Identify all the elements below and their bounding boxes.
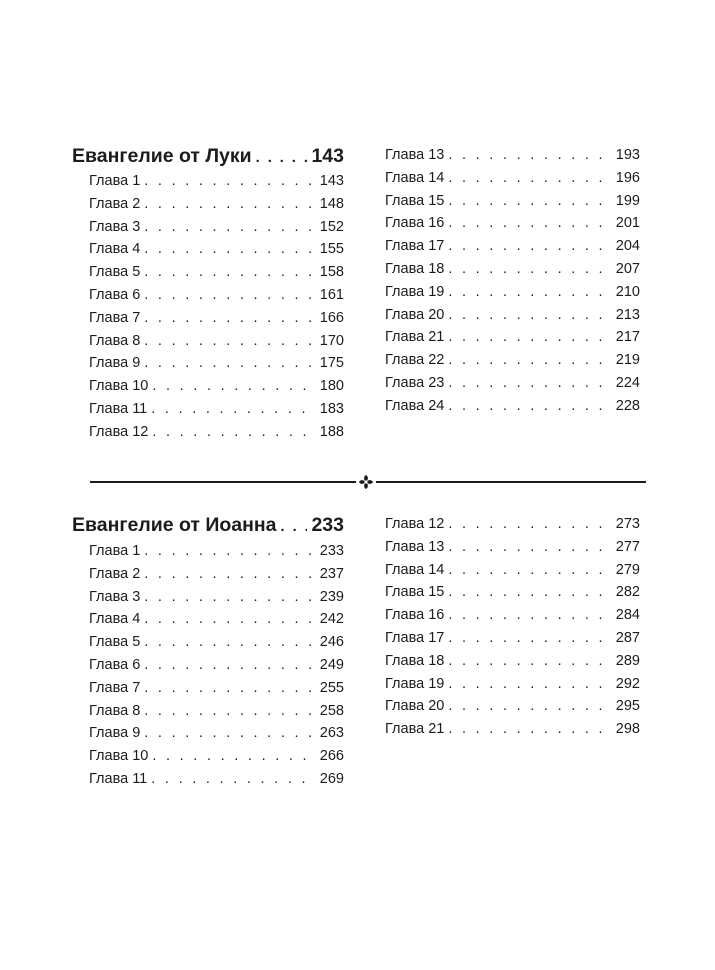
chapter-page: 196 bbox=[615, 169, 640, 186]
chapter-label: Глава 19 bbox=[385, 283, 445, 300]
chapter-label: Глава 21 bbox=[385, 721, 445, 738]
chapter-label: Глава 2 bbox=[89, 195, 141, 212]
toc-entry bbox=[385, 559, 640, 582]
chapter-label: Глава 6 bbox=[89, 287, 141, 303]
book-page: 233 bbox=[311, 514, 344, 536]
toc-entry bbox=[89, 238, 344, 261]
chapter-label: Глава 6 bbox=[89, 657, 141, 673]
chapter-page: 295 bbox=[615, 698, 640, 715]
toc-entry bbox=[89, 631, 344, 654]
toc-entry bbox=[89, 608, 344, 631]
chapter-page: 148 bbox=[319, 195, 344, 212]
book-page: 143 bbox=[311, 145, 344, 167]
chapter-page: 298 bbox=[615, 721, 640, 738]
chapter-page: 277 bbox=[615, 538, 640, 555]
leader-dots bbox=[256, 150, 308, 166]
toc-entry bbox=[89, 540, 344, 563]
chapter-page: 287 bbox=[615, 630, 640, 646]
chapter-page: 255 bbox=[319, 679, 344, 696]
toc-entry bbox=[385, 258, 640, 281]
chapter-label: Глава 3 bbox=[89, 588, 141, 605]
toc-entry bbox=[89, 421, 344, 444]
toc-entry bbox=[385, 212, 640, 235]
toc-entry bbox=[385, 604, 640, 627]
toc-entry bbox=[385, 349, 640, 372]
chapter-page: 224 bbox=[615, 375, 640, 391]
chapter-label: Глава 5 bbox=[89, 264, 141, 281]
toc-entry bbox=[89, 330, 344, 353]
chapter-page: 166 bbox=[319, 309, 344, 326]
toc-entry bbox=[89, 193, 344, 216]
chapter-label: Глава 13 bbox=[385, 147, 445, 163]
chapter-label: Глава 18 bbox=[385, 261, 445, 277]
chapter-page: 199 bbox=[615, 192, 640, 209]
chapter-label: Глава 8 bbox=[89, 332, 141, 349]
chapter-label: Глава 17 bbox=[385, 630, 445, 646]
toc-entry bbox=[385, 718, 640, 741]
toc-entry bbox=[89, 307, 344, 330]
chapter-label: Глава 10 bbox=[89, 378, 149, 395]
chapter-label: Глава 15 bbox=[385, 584, 445, 601]
chapter-page: 237 bbox=[319, 565, 344, 582]
chapter-page: 242 bbox=[319, 611, 344, 628]
chapter-page: 217 bbox=[615, 329, 640, 346]
chapter-page: 201 bbox=[615, 215, 640, 232]
chapter-page: 210 bbox=[615, 283, 640, 300]
toc-entry bbox=[89, 722, 344, 745]
toc-entry bbox=[89, 654, 344, 677]
chapter-label: Глава 23 bbox=[385, 375, 445, 391]
chapter-label: Глава 4 bbox=[89, 241, 141, 258]
chapter-page: 207 bbox=[615, 261, 640, 277]
toc-entry bbox=[89, 170, 344, 193]
toc-entry bbox=[89, 398, 344, 421]
chapter-label: Глава 1 bbox=[89, 543, 141, 559]
chapter-page: 279 bbox=[615, 561, 640, 578]
chapter-page: 292 bbox=[615, 675, 640, 692]
chapter-page: 239 bbox=[319, 588, 344, 605]
leader-dots bbox=[281, 519, 308, 535]
toc-entry bbox=[385, 513, 640, 536]
chapter-label: Глава 14 bbox=[385, 169, 445, 186]
chapter-label: Глава 3 bbox=[89, 218, 141, 235]
chapter-label: Глава 15 bbox=[385, 192, 445, 209]
chapter-label: Глава 9 bbox=[89, 725, 141, 742]
chapter-label: Глава 7 bbox=[89, 679, 141, 696]
toc-entry bbox=[385, 304, 640, 327]
toc-entry bbox=[385, 650, 640, 673]
toc-entry bbox=[385, 395, 640, 418]
book-title-text: Евангелие от Иоанна bbox=[72, 514, 277, 536]
chapter-label: Глава 9 bbox=[89, 355, 141, 372]
chapter-label: Глава 22 bbox=[385, 352, 445, 369]
toc-entry bbox=[89, 768, 344, 791]
chapter-label: Глава 16 bbox=[385, 607, 445, 624]
chapter-page: 170 bbox=[319, 332, 344, 349]
chapter-page: 155 bbox=[319, 241, 344, 258]
chapter-label: Глава 16 bbox=[385, 215, 445, 232]
chapter-label: Глава 1 bbox=[89, 173, 141, 189]
toc-entry bbox=[89, 261, 344, 284]
toc-entry bbox=[385, 581, 640, 604]
chapter-label: Глава 12 bbox=[385, 516, 445, 532]
chapter-label: Глава 5 bbox=[89, 634, 141, 651]
toc-entry bbox=[385, 144, 640, 167]
chapter-page: 233 bbox=[319, 543, 344, 559]
toc-entry bbox=[385, 326, 640, 349]
chapter-page: 266 bbox=[319, 748, 344, 765]
chapter-page: 158 bbox=[319, 264, 344, 281]
chapter-label: Глава 11 bbox=[89, 401, 148, 417]
chapter-page: 213 bbox=[615, 306, 640, 323]
toc-entry bbox=[385, 536, 640, 559]
chapter-page: 258 bbox=[319, 702, 344, 719]
chapter-label: Глава 10 bbox=[89, 748, 149, 765]
chapter-label: Глава 2 bbox=[89, 565, 141, 582]
chapter-page: 175 bbox=[319, 355, 344, 372]
chapter-page: 282 bbox=[615, 584, 640, 601]
chapter-page: 183 bbox=[319, 401, 344, 417]
toc-entry bbox=[385, 190, 640, 213]
chapter-label: Глава 8 bbox=[89, 702, 141, 719]
toc-entry bbox=[89, 677, 344, 700]
chapter-page: 204 bbox=[615, 238, 640, 255]
toc-entry bbox=[385, 627, 640, 650]
toc-entry bbox=[89, 563, 344, 586]
chapter-page: 161 bbox=[319, 287, 344, 303]
toc-entry bbox=[89, 284, 344, 307]
toc-entry bbox=[89, 352, 344, 375]
chapter-label: Глава 21 bbox=[385, 329, 445, 346]
chapter-page: 284 bbox=[615, 607, 640, 624]
chapter-page: 249 bbox=[319, 657, 344, 673]
chapter-label: Глава 20 bbox=[385, 306, 445, 323]
toc-entry bbox=[385, 673, 640, 696]
ornament-icon bbox=[358, 474, 374, 490]
chapter-label: Глава 7 bbox=[89, 309, 141, 326]
chapter-label: Глава 24 bbox=[385, 397, 445, 414]
toc-entry bbox=[385, 372, 640, 395]
chapter-page: 228 bbox=[615, 397, 640, 414]
toc-entry bbox=[89, 375, 344, 398]
divider-line-left bbox=[90, 481, 356, 483]
chapter-label: Глава 18 bbox=[385, 652, 445, 669]
divider-line-right bbox=[376, 481, 646, 483]
toc-entry bbox=[385, 167, 640, 190]
toc-entry bbox=[89, 586, 344, 609]
chapter-label: Глава 14 bbox=[385, 561, 445, 578]
chapter-page: 152 bbox=[319, 218, 344, 235]
chapter-page: 219 bbox=[615, 352, 640, 369]
toc-entry bbox=[89, 700, 344, 723]
toc-entry bbox=[89, 216, 344, 239]
chapter-label: Глава 13 bbox=[385, 538, 445, 555]
chapter-page: 143 bbox=[319, 173, 344, 189]
book-title-luke bbox=[72, 145, 344, 171]
toc-entry bbox=[385, 281, 640, 304]
toc-entry bbox=[89, 745, 344, 768]
chapter-page: 180 bbox=[319, 378, 344, 395]
chapter-label: Глава 20 bbox=[385, 698, 445, 715]
chapter-label: Глава 12 bbox=[89, 423, 149, 440]
chapter-page: 188 bbox=[319, 423, 344, 440]
toc-entry bbox=[385, 235, 640, 258]
chapter-page: 193 bbox=[615, 147, 640, 163]
chapter-page: 289 bbox=[615, 652, 640, 669]
toc-entry bbox=[385, 695, 640, 718]
chapter-page: 246 bbox=[319, 634, 344, 651]
chapter-page: 269 bbox=[319, 771, 344, 787]
chapter-label: Глава 4 bbox=[89, 611, 141, 628]
book-title-text: Евангелие от Луки bbox=[72, 145, 252, 167]
chapter-label: Глава 17 bbox=[385, 238, 445, 255]
chapter-label: Глава 19 bbox=[385, 675, 445, 692]
chapter-page: 273 bbox=[615, 516, 640, 532]
chapter-page: 263 bbox=[319, 725, 344, 742]
book-title-john bbox=[72, 514, 344, 540]
chapter-label: Глава 11 bbox=[89, 771, 148, 787]
